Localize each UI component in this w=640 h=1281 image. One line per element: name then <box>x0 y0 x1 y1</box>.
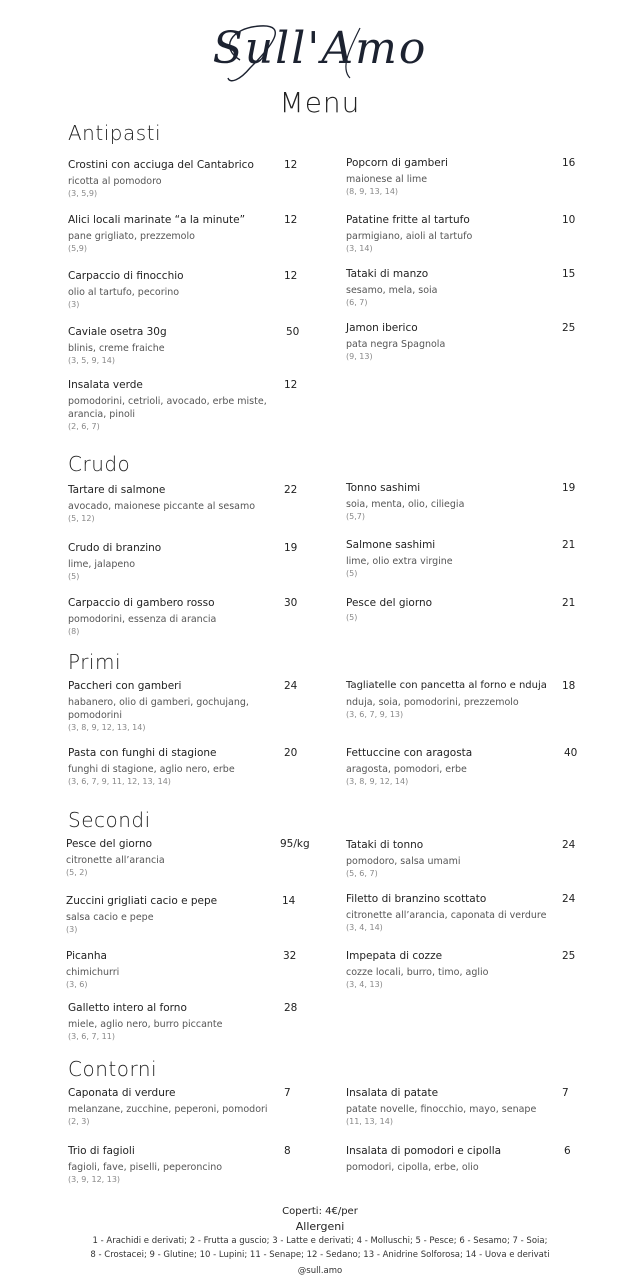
section-title-contorni: Contorni <box>68 1057 158 1081</box>
item-price: 25 <box>562 950 576 962</box>
item-name: Tataki di manzo <box>346 268 429 280</box>
item-name: Caponata di verdure <box>68 1087 176 1099</box>
item-price: 12 <box>284 159 298 171</box>
item-name: Crudo di branzino <box>68 542 162 554</box>
item-allergens: (9, 13) <box>346 352 373 361</box>
section-title-crudo: Crudo <box>68 452 131 476</box>
menu-item <box>346 892 586 933</box>
item-allergens: (3, 4, 13) <box>346 980 383 989</box>
item-allergens: (5, 6, 7) <box>346 869 378 878</box>
item-price: 7 <box>284 1087 291 1099</box>
item-desc: funghi di stagione, aglio nero, erbe <box>68 764 235 775</box>
item-price: 21 <box>562 597 576 609</box>
item-name: Pesce del giorno <box>66 838 153 850</box>
menu-item <box>346 1144 586 1174</box>
item-allergens: (3) <box>68 300 80 309</box>
item-allergens: (2, 3) <box>68 1117 90 1126</box>
item-desc: avocado, maionese piccante al sesamo <box>68 501 256 512</box>
item-desc: melanzane, zucchine, peperoni, pomodori <box>68 1104 268 1115</box>
item-desc: maionese al lime <box>346 174 428 185</box>
item-desc: lime, jalapeno <box>68 559 136 570</box>
item-desc: lime, olio extra virgine <box>346 556 453 567</box>
logo <box>200 8 440 90</box>
item-desc: chimichurri <box>66 967 120 978</box>
menu-item <box>346 838 586 879</box>
item-price: 20 <box>284 747 298 759</box>
item-allergens: (5) <box>346 613 358 622</box>
item-desc: parmigiano, aioli al tartufo <box>346 231 473 242</box>
item-price: 8 <box>284 1145 291 1157</box>
item-allergens: (3, 5, 9, 14) <box>68 356 115 365</box>
item-name: Tataki di tonno <box>346 839 424 851</box>
menu-item <box>68 483 308 524</box>
menu-item <box>346 481 586 522</box>
item-name: Insalata verde <box>68 379 143 391</box>
item-allergens: (5) <box>68 572 80 581</box>
item-allergens: (3, 6, 7, 11) <box>68 1032 115 1041</box>
item-desc: sesamo, mela, soia <box>346 285 438 296</box>
menu-item <box>68 378 300 432</box>
item-name: Picanha <box>66 950 107 962</box>
menu-item <box>68 269 308 310</box>
item-desc: pomodori, cipolla, erbe, olio <box>346 1162 479 1173</box>
menu-item <box>68 596 308 637</box>
item-name: Tagliatelle con pancetta al forno e nduja <box>346 680 547 691</box>
item-name: Trio di fagioli <box>68 1145 135 1157</box>
item-price: 7 <box>562 1087 569 1099</box>
menu-item <box>68 325 308 366</box>
item-desc: blinis, creme fraiche <box>68 343 165 354</box>
item-price: 32 <box>283 950 297 962</box>
item-allergens: (5, 12) <box>68 514 95 523</box>
menu-item <box>66 949 306 990</box>
item-allergens: (5,7) <box>346 512 365 521</box>
item-price: 21 <box>562 539 576 551</box>
item-allergens: (3, 6, 7, 9, 13) <box>346 710 404 719</box>
social-handle: @sull.amo <box>297 1266 343 1276</box>
item-allergens: (8, 9, 13, 14) <box>346 187 399 196</box>
item-desc: fagioli, fave, piselli, peperoncino <box>68 1162 223 1173</box>
menu-item <box>68 158 308 199</box>
item-name: Crostini con acciuga del Cantabrico <box>68 159 254 171</box>
item-desc: aragosta, pomodori, erbe <box>346 764 467 775</box>
item-name: Caviale osetra 30g <box>68 326 167 338</box>
item-price: 28 <box>284 1002 298 1014</box>
item-name: Alici locali marinate “a la minute” <box>68 214 246 226</box>
item-name: Patatine fritte al tartufo <box>346 214 470 226</box>
item-name: Paccheri con gamberi <box>68 680 182 692</box>
item-allergens: (2, 6, 7) <box>68 422 100 431</box>
item-name: Tartare di salmone <box>68 484 166 496</box>
section-title-secondi: Secondi <box>68 808 151 832</box>
item-price: 40 <box>564 747 578 759</box>
item-price: 24 <box>562 839 576 851</box>
menu-item <box>66 837 306 878</box>
allergens-legend-line-1: 1 - Arachidi e derivati; 2 - Frutta a guscio; 3 - Latte e derivati; 4 - Molluschi; 5 - Pesce; 6 - Sesamo; 7 - Soia; <box>92 1236 548 1246</box>
item-desc: ricotta al pomodoro <box>68 176 162 187</box>
menu-item <box>68 541 308 582</box>
item-price: 15 <box>562 268 576 280</box>
menu-item <box>346 596 586 623</box>
item-allergens: (3, 6) <box>66 980 88 989</box>
item-allergens: (5,9) <box>68 244 87 253</box>
menu-item <box>66 894 306 935</box>
item-desc: olio al tartufo, pecorino <box>68 287 180 298</box>
menu-item <box>68 1086 308 1127</box>
item-desc: pomodorini, cetrioli, avocado, erbe miste, arancia, pinoli <box>68 396 267 420</box>
item-name: Filetto di branzino scottato <box>346 893 487 905</box>
item-desc: patate novelle, finocchio, mayo, senape <box>346 1104 537 1115</box>
cover-charge: Coperti: 4€/per <box>282 1206 358 1217</box>
item-name: Impepata di cozze <box>346 950 443 962</box>
item-price: 12 <box>284 270 298 282</box>
item-allergens: (6, 7) <box>346 298 368 307</box>
item-desc: cozze locali, burro, timo, aglio <box>346 967 489 978</box>
item-name: Salmone sashimi <box>346 539 436 551</box>
item-allergens: (8) <box>68 627 80 636</box>
item-desc: miele, aglio nero, burro piccante <box>68 1019 223 1030</box>
item-price: 24 <box>562 893 576 905</box>
item-allergens: (3) <box>66 925 78 934</box>
item-allergens: (3, 14) <box>346 244 373 253</box>
item-price: 25 <box>562 322 576 334</box>
item-name: Pesce del giorno <box>346 597 433 609</box>
menu-item <box>346 321 586 362</box>
item-desc: pata negra Spagnola <box>346 339 446 350</box>
page-title: Menu <box>279 86 361 119</box>
item-desc: citronette all’arancia <box>66 855 165 866</box>
item-name: Galletto intero al forno <box>68 1002 187 1014</box>
menu-item <box>346 156 586 197</box>
item-name: Tonno sashimi <box>346 482 421 494</box>
section-title-antipasti: Antipasti <box>68 121 162 145</box>
item-desc: pane grigliato, prezzemolo <box>68 231 195 242</box>
item-price: 22 <box>284 484 298 496</box>
item-name: Fettuccine con aragosta <box>346 747 473 759</box>
item-price: 19 <box>562 482 576 494</box>
menu-item <box>346 267 586 308</box>
item-name: Jamon iberico <box>346 322 418 334</box>
item-price: 12 <box>284 379 298 391</box>
item-desc: soia, menta, olio, ciliegia <box>346 499 465 510</box>
menu-item <box>68 746 308 787</box>
item-name: Popcorn di gamberi <box>346 157 448 169</box>
item-name: Pasta con funghi di stagione <box>68 747 217 759</box>
item-allergens: (3, 4, 14) <box>346 923 383 932</box>
menu-item <box>346 213 586 254</box>
item-allergens: (3, 5,9) <box>68 189 98 198</box>
item-desc: nduja, soia, pomodorini, prezzemolo <box>346 697 519 708</box>
item-allergens: (3, 8, 9, 12, 13, 14) <box>68 723 146 732</box>
item-name: Insalata di pomodori e cipolla <box>346 1145 502 1157</box>
item-price: 6 <box>564 1145 571 1157</box>
menu-item <box>346 746 586 787</box>
menu-item <box>68 1001 308 1042</box>
item-allergens: (5) <box>346 569 358 578</box>
item-allergens: (11, 13, 14) <box>346 1117 393 1126</box>
item-allergens: (3, 8, 9, 12, 14) <box>346 777 409 786</box>
section-title-primi: Primi <box>68 650 122 674</box>
item-price: 14 <box>282 895 296 907</box>
menu-item <box>68 679 273 733</box>
allergens-legend-line-2: 8 - Crostacei; 9 - Glutine; 10 - Lupini; 11 - Senape; 12 - Sedano; 13 - Anidrine Solforosa; 14 - Uova e derivati <box>90 1250 550 1260</box>
allergens-title: Allergeni <box>295 1220 345 1233</box>
item-desc: citronette all’arancia, caponata di verdure <box>346 910 547 921</box>
menu-item <box>346 679 556 720</box>
menu-item <box>68 213 308 254</box>
item-price: 10 <box>562 214 576 226</box>
item-price: 12 <box>284 214 298 226</box>
item-price: 16 <box>562 157 576 169</box>
item-name: Insalata di patate <box>346 1087 439 1099</box>
item-price: 19 <box>284 542 298 554</box>
item-desc: habanero, olio di gamberi, gochujang, pomodorini <box>68 697 249 721</box>
item-allergens: (3, 6, 7, 9, 11, 12, 13, 14) <box>68 777 171 786</box>
item-allergens: (3, 9, 12, 13) <box>68 1175 121 1184</box>
item-name: Zuccini grigliati cacio e pepe <box>66 895 218 907</box>
item-price: 95/kg <box>280 838 310 850</box>
logo-text: Sull'Amo <box>212 23 428 74</box>
menu-item <box>346 1086 586 1127</box>
item-price: 30 <box>284 597 298 609</box>
menu-item <box>346 538 586 579</box>
item-desc: pomodorini, essenza di arancia <box>68 614 217 625</box>
item-price: 18 <box>562 680 576 692</box>
item-name: Carpaccio di gambero rosso <box>68 597 215 609</box>
menu-item <box>68 1144 308 1185</box>
item-price: 50 <box>286 326 300 338</box>
item-desc: pomodoro, salsa umami <box>346 856 461 867</box>
item-allergens: (5, 2) <box>66 868 88 877</box>
menu-item <box>346 949 586 990</box>
item-price: 24 <box>284 680 298 692</box>
item-name: Carpaccio di finocchio <box>68 270 184 282</box>
item-desc: salsa cacio e pepe <box>66 912 154 923</box>
